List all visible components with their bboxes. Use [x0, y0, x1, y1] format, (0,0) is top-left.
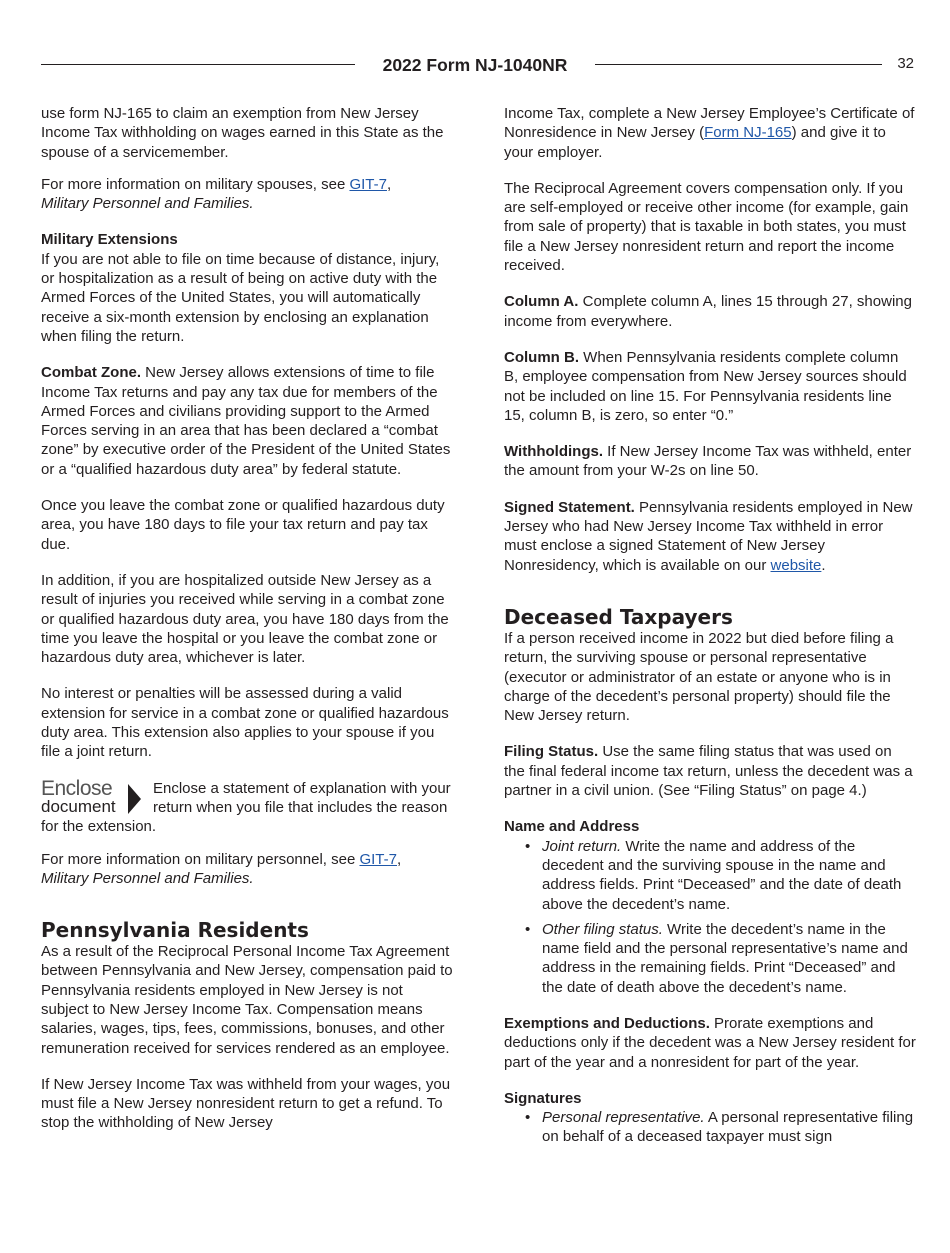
run-in-heading: Exemptions and Deductions.: [504, 1014, 710, 1032]
text: ,: [386, 175, 392, 193]
text: Pennsylvania residents employed in New Jersey who had New Jersey Income Tax withheld in error must enclose a signed Statement of New Jersey Nonresidency, which is available on our: [504, 498, 913, 574]
text: When Pennsylvania residents complete column B, employee compensation from New Jersey sources should not be included on line 15. For Pennsylvania residents line 15, column B, is zero, so enter “0.”: [504, 348, 907, 424]
run-in-heading: Signed Statement.: [504, 498, 635, 516]
item-label: Personal representative.: [542, 1109, 705, 1127]
icon-word-enclose: Enclose: [41, 776, 113, 800]
paragraph: [504, 498, 916, 575]
arrow-icon: [128, 784, 141, 814]
bullet-icon: •: [525, 1109, 531, 1127]
publication-title: Military Personnel and Families.: [41, 869, 254, 887]
text: Write the decedent’s name in the name field and the personal representative’s name and address in the remaining fields. Print “Deceased” and the date of death above the decedent’s name.: [542, 920, 908, 996]
paragraph: If a person received income in 2022 but died before filing a return, the surviving spouse or personal representative (executor or administrator of an estate or anyone who is in charge of the decedent’s personal property) should file the New Jersey return.: [504, 629, 894, 725]
paragraph: [41, 363, 453, 479]
paragraph: The Reciprocal Agreement covers compensation only. If you are self-employed or receive other income (for example, gain from sale of property) that is taxable in both states, you must file a New Jersey nonresident return and report the income received.: [504, 179, 909, 275]
section-heading: Name and Address: [504, 818, 640, 836]
run-in-heading: Filing Status.: [504, 743, 599, 761]
git7-link[interactable]: GIT-7: [359, 850, 397, 868]
bullet-icon: •: [525, 920, 531, 938]
git7-link[interactable]: GIT-7: [349, 175, 387, 193]
text: New Jersey allows extensions of time to file Income Tax returns and pay any tax due for members of the Armed Forces and civilians providing support to the Armed Forces serving in an area that has been declared a “combat zone” by executive order of the President of the United States or a “qualified hazardous duty area” by federal statute.: [41, 364, 451, 478]
enclose-text: Enclose a statement of explanation with your return when you file that includes the reason for the extension.: [41, 779, 451, 836]
paragraph: No interest or penalties will be assessed during a valid extension for service in a combat zone or qualified hazardous duty area. This extension also applies to your spouse if you file a joint return.: [41, 685, 449, 761]
deceased-taxpayers-heading: Deceased Taxpayers: [504, 604, 733, 629]
header-rule-right: [595, 64, 882, 65]
list-item: [525, 920, 916, 997]
text: .: [821, 556, 826, 574]
header-rule-left: [41, 64, 355, 65]
text: Prorate exemptions and deductions only if the decedent was a New Jersey resident for part of the year and a nonresident for part of the year.: [504, 1014, 916, 1071]
list-item: [525, 1108, 916, 1147]
section-heading: Military Extensions: [41, 231, 178, 249]
text: A personal representative filing on behalf of a deceased taxpayer must sign: [542, 1109, 914, 1146]
website-link[interactable]: website: [770, 556, 822, 574]
paragraph: Once you leave the combat zone or qualified hazardous duty area, you have 180 days to file your tax return and pay tax due.: [41, 497, 445, 553]
paragraph: [504, 742, 916, 800]
paragraph: As a result of the Reciprocal Personal Income Tax Agreement between Pennsylvania and New Jersey, compensation paid to Pennsylvania residents employed in New Jersey is not subject to New Jersey Income Tax. Compensation means salaries, wages, tips, fees, commissions, bonuses, and other remuneration received for services rendered as an employee.: [41, 943, 453, 1057]
paragraph: In addition, if you are hospitalized outside New Jersey as a result of injuries you received while serving in a combat zone or qualified hazardous duty area, you have 180 days from the time you leave the hospital or you leave the combat zone or hazardous duty area, whichever is later.: [41, 571, 449, 667]
run-in-heading: Combat Zone.: [41, 364, 141, 382]
paragraph: If New Jersey Income Tax was withheld from your wages, you must file a New Jersey nonresident return to get a refund. To stop the withholding of New Jersey: [41, 1075, 451, 1132]
text: Use the same filing status that was used on the final federal income tax return, unless the decedent was a partner in a civil union. (See “Filing Status” on page 4.): [504, 743, 913, 800]
right-column: [504, 104, 916, 1147]
item-label: Other filing status.: [542, 920, 663, 938]
text: If New Jersey Income Tax was withheld, enter the amount from your W-2s on line 50.: [504, 443, 912, 480]
enclose-note: [41, 776, 453, 837]
publication-title: Military Personnel and Families.: [41, 195, 254, 213]
page-number: 32: [897, 55, 914, 72]
form-title: 2022 Form NJ-1040NR: [382, 55, 568, 75]
signatures-list: [504, 1108, 916, 1147]
text: ,: [396, 850, 402, 868]
bullet-icon: •: [525, 837, 531, 855]
paragraph: [504, 292, 916, 331]
section-heading: Signatures: [504, 1089, 582, 1107]
text: For more information on military spouses, see: [41, 175, 350, 193]
paragraph: [41, 175, 453, 214]
text: Complete column A, lines 15 through 27, showing income from everywhere.: [504, 293, 912, 330]
form-nj165-link[interactable]: Form NJ-165: [704, 124, 792, 142]
left-column: [41, 104, 453, 1133]
enclose-document-icon: [41, 776, 147, 816]
paragraph: [41, 850, 453, 889]
list-item: [525, 837, 916, 914]
paragraph: use form NJ-165 to claim an exemption from New Jersey Income Tax withholding on wages earned in this State as the spouse of a servicemember.: [41, 105, 444, 161]
paragraph: [504, 104, 916, 162]
text: ) and give it to your employer.: [504, 124, 886, 161]
run-in-heading: Column B.: [504, 348, 579, 366]
run-in-heading: Column A.: [504, 293, 579, 311]
text: Income Tax, complete a New Jersey Employee’s Certificate of Nonresidence in New Jersey (: [504, 105, 915, 142]
text: Write the name and address of the decedent and the surviving spouse in the name and address fields. Print “Deceased” and the date of death above the decedent’s name.: [542, 837, 902, 913]
paragraph: If you are not able to file on time because of distance, injury, or hospitalization as a result of being on active duty with the Armed Forces of the United States, you will automatically receive a six-month extension by enclosing an explanation when filing the return.: [41, 250, 440, 345]
name-address-list: [504, 837, 916, 997]
icon-word-document: document: [41, 796, 116, 816]
item-label: Joint return.: [542, 837, 622, 855]
run-in-heading: Withholdings.: [504, 443, 604, 461]
paragraph: [504, 442, 916, 481]
text: For more information on military personnel, see: [41, 850, 360, 868]
paragraph: [504, 348, 916, 425]
paragraph: [504, 1014, 916, 1072]
pennsylvania-residents-heading: Pennsylvania Residents: [41, 918, 309, 943]
